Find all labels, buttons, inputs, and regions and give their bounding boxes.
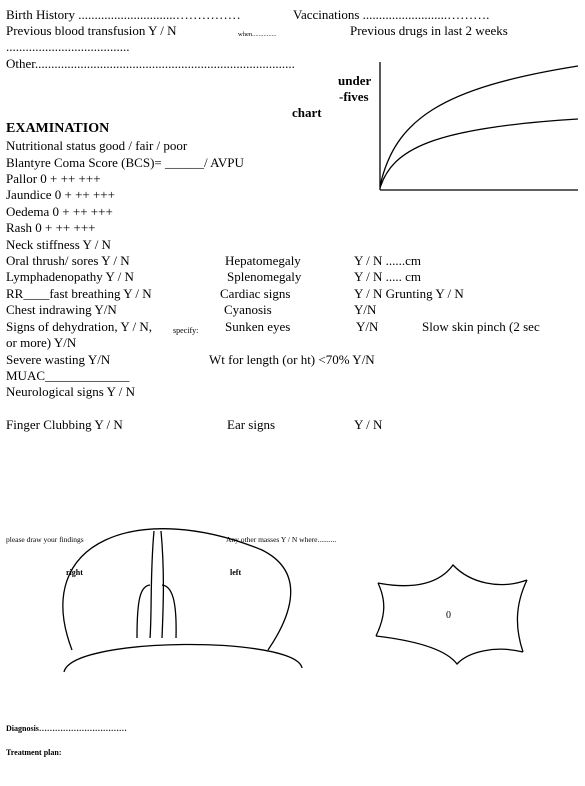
cyanosis-label: Cyanosis: [224, 302, 272, 317]
growth-curve-upper: [380, 66, 578, 186]
finger-clubbing-row[interactable]: Finger Clubbing Y / N: [6, 417, 123, 432]
oedema-row[interactable]: Oedema 0 + ++ +++: [6, 204, 113, 219]
neurological-signs-row[interactable]: Neurological signs Y / N: [6, 384, 136, 399]
vaccinations-field[interactable]: Vaccinations ..........................……….: [293, 7, 490, 22]
chest-diagram[interactable]: [63, 529, 302, 672]
splenomegaly-value[interactable]: Y / N ..... cm: [354, 269, 422, 284]
draw-findings-instruction: please draw your findings: [6, 535, 84, 544]
chest-indrawing-row[interactable]: Chest indrawing Y/N: [6, 302, 117, 317]
birth-history-field[interactable]: Birth History ..............................……………: [6, 7, 241, 22]
transfusion-dots-line[interactable]: ......................................: [6, 39, 130, 54]
bronchus-left-branch: [137, 585, 150, 638]
chest-left-label: left: [230, 568, 242, 577]
respiratory-rate-row[interactable]: RR____fast breathing Y / N: [6, 286, 152, 301]
diaphragm-line: [64, 644, 302, 672]
chart-label-under: under: [338, 73, 372, 88]
examination-heading: EXAMINATION: [6, 121, 110, 136]
previous-drugs-label: Previous drugs in last 2 weeks: [350, 23, 508, 38]
diagnosis-field[interactable]: Diagnosis……………………………: [6, 724, 127, 733]
oral-thrush-row[interactable]: Oral thrush/ sores Y / N: [6, 253, 130, 268]
treatment-plan-field[interactable]: Treatment plan:: [6, 748, 62, 757]
sunken-eyes-value[interactable]: Y/N: [356, 319, 379, 334]
under-fives-growth-chart[interactable]: [380, 62, 578, 190]
abdomen-bottom-edge: [376, 636, 523, 664]
ear-signs-label: Ear signs: [227, 417, 276, 432]
hepatomegaly-label: Hepatomegaly: [225, 253, 301, 268]
transfusion-when-field[interactable]: when...............: [238, 31, 277, 38]
wt-for-length-row[interactable]: Wt for length (or ht) <70% Y/N: [209, 352, 375, 367]
pallor-row[interactable]: Pallor 0 + ++ +++: [6, 171, 101, 186]
skin-pinch-label: Slow skin pinch (2 sec: [422, 319, 540, 334]
lymphadenopathy-row[interactable]: Lymphadenopathy Y / N: [6, 269, 134, 284]
previous-blood-transfusion-label: Previous blood transfusion Y / N: [6, 23, 177, 38]
cyanosis-value[interactable]: Y/N: [354, 302, 377, 317]
bronchus-right-branch: [162, 585, 176, 638]
abdomen-diagram[interactable]: [376, 565, 527, 664]
abdomen-top-edge: [378, 565, 527, 586]
chart-label-chart: chart: [292, 105, 322, 120]
muac-field[interactable]: MUAC_____________: [6, 368, 130, 383]
cardiac-signs-label: Cardiac signs: [220, 286, 291, 301]
cardiac-grunting-value[interactable]: Y / N Grunting Y / N: [354, 286, 464, 301]
other-masses-field[interactable]: Any other masses Y / N where..........: [226, 535, 337, 544]
chest-outline: [63, 529, 291, 650]
blantyre-coma-score-row[interactable]: Blantyre Coma Score (BCS)= ______/ AVPU: [6, 155, 244, 170]
ear-signs-value[interactable]: Y / N: [354, 417, 383, 432]
trachea-left: [150, 531, 154, 638]
splenomegaly-label: Splenomegaly: [227, 269, 302, 284]
dehydration-row[interactable]: Signs of dehydration, Y / N,: [6, 319, 152, 334]
rash-row[interactable]: Rash 0 + ++ +++: [6, 220, 96, 235]
chest-right-label: right: [66, 568, 83, 577]
other-field[interactable]: Other................................................................................: [6, 56, 295, 71]
hepatomegaly-value[interactable]: Y / N ......cm: [354, 253, 422, 268]
sunken-eyes-label: Sunken eyes: [225, 319, 291, 334]
abdomen-left-edge: [376, 583, 384, 636]
neck-stiffness-row[interactable]: Neck stiffness Y / N: [6, 237, 111, 252]
abdomen-center-mark: 0: [446, 610, 451, 621]
skin-pinch-value[interactable]: or more) Y/N: [6, 335, 77, 350]
growth-curve-lower: [380, 119, 578, 188]
dehydration-specify[interactable]: specify:: [173, 326, 199, 335]
abdomen-right-edge: [517, 580, 527, 652]
chart-label-fives: -fives: [339, 89, 369, 104]
nutritional-status-row[interactable]: Nutritional status good / fair / poor: [6, 138, 188, 153]
severe-wasting-row[interactable]: Severe wasting Y/N: [6, 352, 111, 367]
jaundice-row[interactable]: Jaundice 0 + ++ +++: [6, 187, 115, 202]
